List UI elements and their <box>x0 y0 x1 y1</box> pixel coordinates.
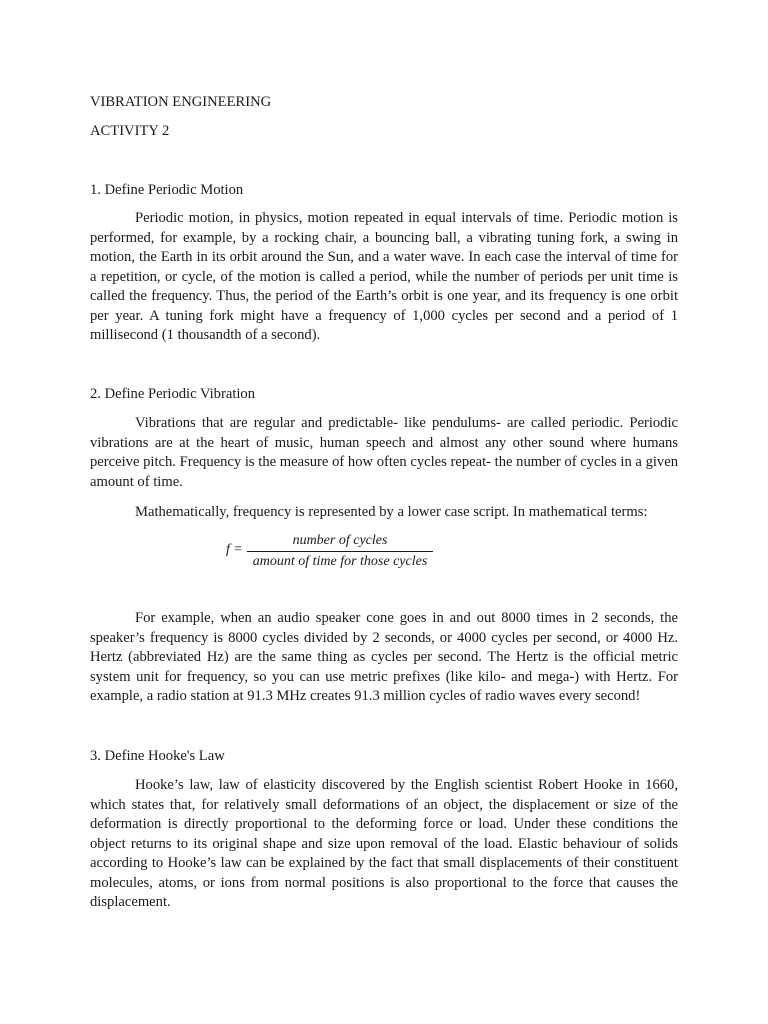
section-heading-periodic-vibration: 2. Define Periodic Vibration <box>90 386 256 402</box>
paragraph-periodic-vibration: Vibrations that are regular and predictable- like pendulums- are called periodic. Periodic vibrations are at the heart of music, human speech and almost any other sound where humans perceive pitch. Frequency is the measure of how often cycles repeat- the number of cycles in a given amount of time. <box>90 415 678 490</box>
formula-denominator: amount of time for those cycles <box>252 554 428 569</box>
formula-fraction <box>247 532 433 571</box>
document-subtitle: ACTIVITY 2 <box>90 123 170 139</box>
paragraph-speaker-example: For example, when an audio speaker cone goes in and out 8000 times in 2 seconds, the speaker’s frequency is 8000 cycles divided by 2 seconds, or 4000 cycles per second, or 4000 Hz. Hertz (abbreviated Hz) are the same thing as cycles per second. The Hertz is the official metric system unit for frequency, so you can use metric prefixes (like kilo- and mega-) with Hertz. For example, a radio station at 91.3 MHz creates 91.3 million cycles of radio waves every second! <box>90 610 678 704</box>
paragraph-periodic-motion: Periodic motion, in physics, motion repeated in equal intervals of time. Periodic motion is performed, for example, by a rocking chair, a bouncing ball, a vibrating tuning fork, a swing in motion, the Earth in its orbit around the Sun, and a water wave. In each case the interval of time for a repetition, or cycle, of the motion is called a period, while the number of periods per unit time is called the frequency. Thus, the period of the Earth’s orbit is one year, and its frequency is one orbit per year. A tuning fork might have a frequency of 1,000 cycles per second and a period of 1 millisecond (1 thousandth of a second). <box>90 210 678 343</box>
section-heading-periodic-motion: 1. Define Periodic Motion <box>90 182 244 198</box>
fraction-bar <box>247 551 433 552</box>
paragraph-hookes-law: Hooke’s law, law of elasticity discovered by the English scientist Robert Hooke in 1660, which states that, for relatively small deformations of an object, the displacement or size of the deformation is directly proportional to the deforming force or load. Under these conditions the object returns to its original shape and size upon removal of the load. Elastic behaviour of solids according to Hooke’s law can be explained by the fact that small displacements of their constituent molecules, atoms, or ions from normal positions is also proportional to the force that causes the displacement. <box>90 777 678 910</box>
frequency-formula <box>226 532 536 572</box>
section-heading-hookes-law: 3. Define Hooke's Law <box>90 748 225 764</box>
paragraph-math-intro: Mathematically, frequency is represented by a lower case script. In mathematical terms: <box>135 504 648 520</box>
formula-lhs: f = <box>226 542 243 557</box>
document-title: VIBRATION ENGINEERING <box>90 94 272 110</box>
formula-numerator: number of cycles <box>292 533 388 548</box>
